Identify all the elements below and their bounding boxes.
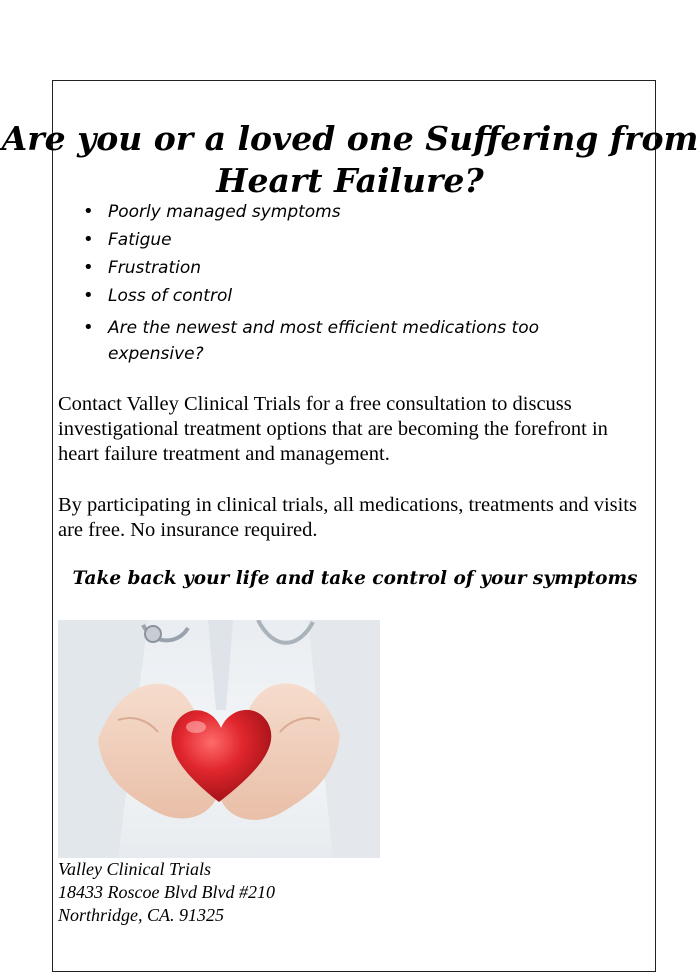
- tagline: Take back your life and take control of your symptoms: [72, 568, 638, 589]
- list-item: • Fatigue: [80, 227, 600, 255]
- list-item: • Poorly managed symptoms: [80, 199, 600, 227]
- page-title: [0, 118, 700, 202]
- city-state-zip: Northridge, CA. 91325: [58, 905, 225, 925]
- title-line-2: Heart Failure?: [216, 161, 484, 200]
- list-item: • Frustration: [80, 255, 600, 283]
- address-block: [58, 858, 275, 927]
- heart-in-hands-image: [58, 620, 380, 858]
- symptom-list: [80, 199, 600, 367]
- title-line-1: Are you or a loved one Suffering from: [1, 119, 699, 158]
- list-item: • Loss of control: [80, 283, 600, 311]
- consultation-paragraph: Contact Valley Clinical Trials for a free consultation to discuss investigational treatment options that are becoming the forefront in heart failure treatment and management.: [58, 393, 608, 465]
- street-address: 18433 Roscoe Blvd Blvd #210: [58, 882, 275, 902]
- organization-name: Valley Clinical Trials: [58, 859, 212, 879]
- participation-paragraph: By participating in clinical trials, all medications, treatments and visits are free. No insurance required.: [58, 494, 637, 541]
- list-item: • Are the newest and most efficient medications too expensive?: [80, 315, 600, 367]
